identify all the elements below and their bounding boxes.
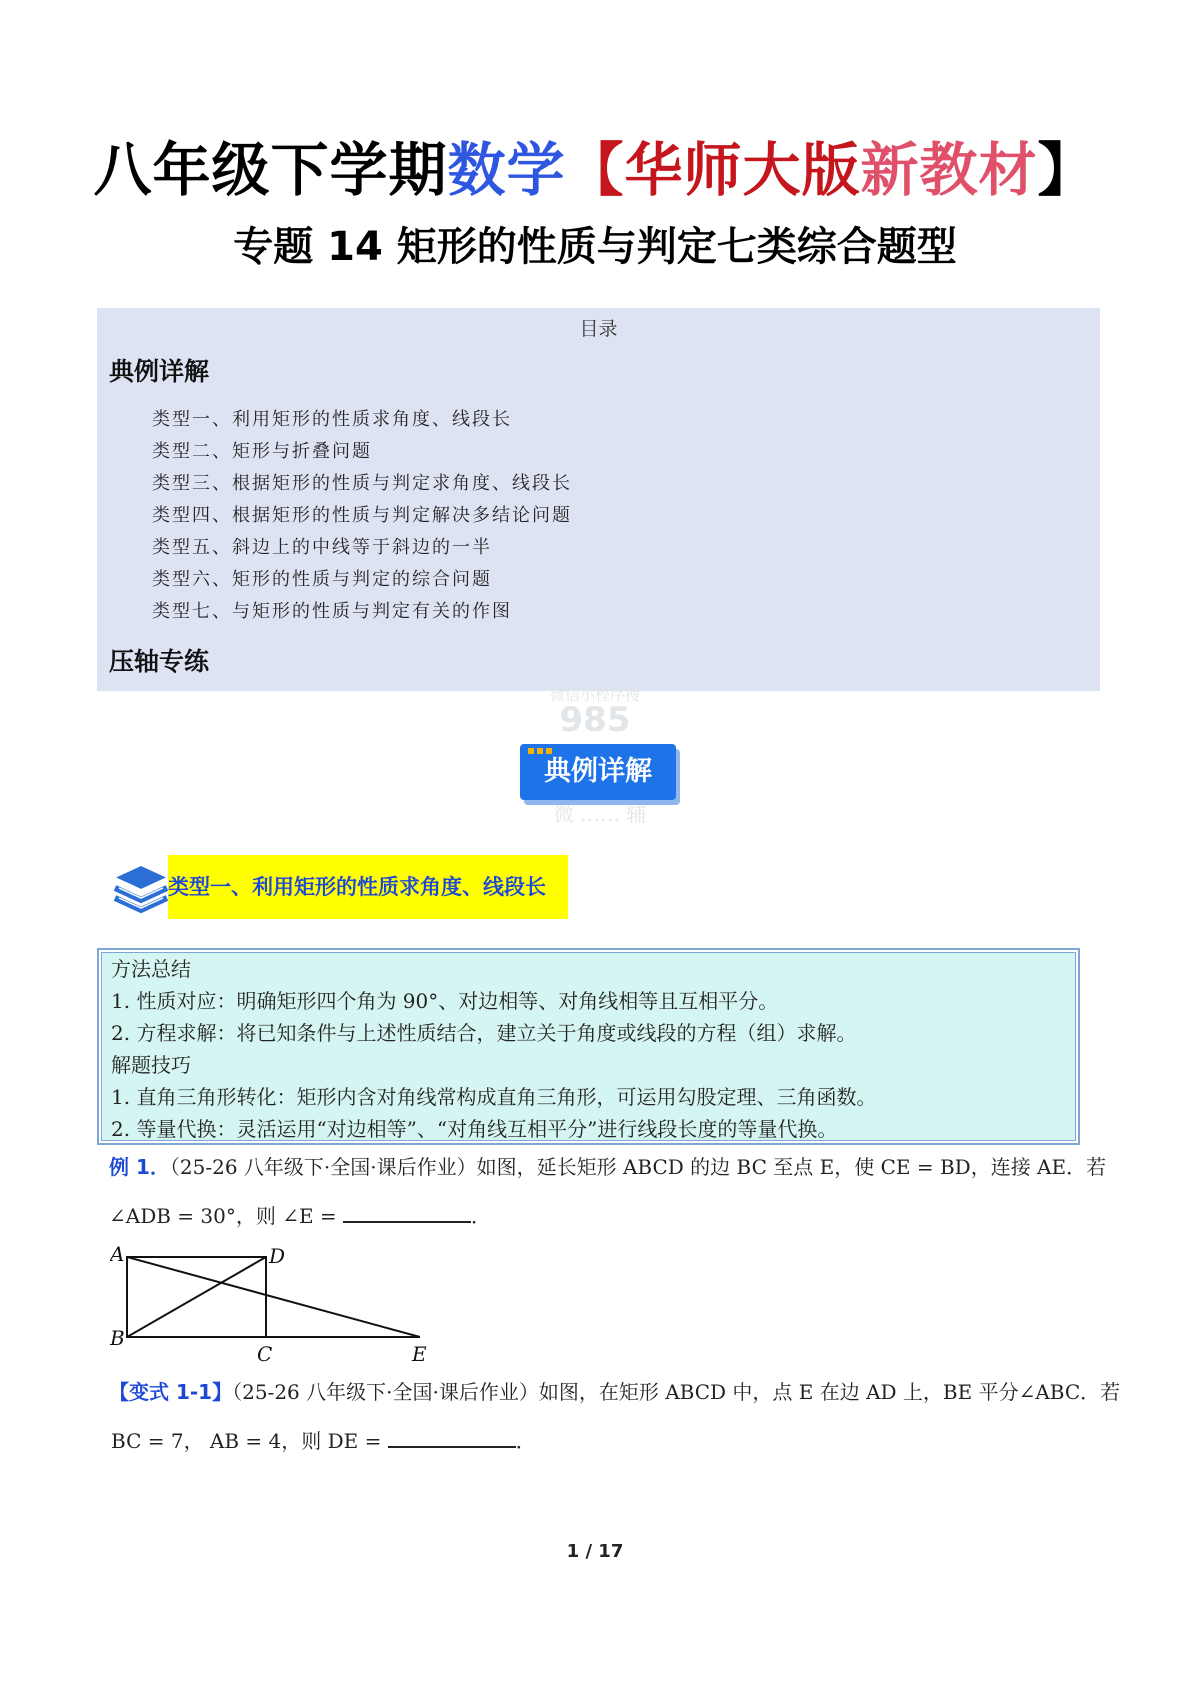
variant1-text: （25-26 八年级下·全国·课后作业）如图，在矩形 ABCD 中，点 E 在边 AD 上，BE 平分∠ABC．若	[232, 1380, 1121, 1404]
watermark-line1: 微信小程序搜	[549, 686, 640, 704]
section-header-type1	[168, 855, 568, 919]
toc-item[interactable]: 类型二、矩形与折叠问题	[152, 441, 372, 462]
page-number: 1 / 17	[566, 1541, 624, 1562]
toc-item[interactable]: 类型七、与矩形的性质与判定有关的作图	[152, 601, 512, 622]
variant1-period: ．	[515, 1429, 536, 1453]
example1-period: ．	[471, 1204, 492, 1228]
figure-label-E: E	[412, 1342, 427, 1365]
method-heading: 方法总结	[111, 957, 191, 981]
figure-label-C: C	[257, 1342, 273, 1365]
example1-question-line1	[109, 1150, 1106, 1184]
document-title	[0, 135, 1190, 205]
figure-label-D: D	[269, 1245, 286, 1268]
toc-item[interactable]: 类型一、利用矩形的性质求角度、线段长	[152, 409, 512, 430]
watermark-line3: 微 …… 辅	[553, 802, 647, 826]
toc-section-examples[interactable]: 典例详解	[109, 357, 210, 386]
rectangle-figure	[110, 1245, 440, 1365]
answer-blank[interactable]	[343, 1199, 471, 1223]
toc-item[interactable]: 类型四、根据矩形的性质与判定解决多结论问题	[152, 505, 572, 526]
document-subtitle: 专题 14 矩形的性质与判定七类综合题型	[233, 224, 957, 270]
variant1-question-line1	[109, 1375, 1120, 1409]
method-summary-box	[97, 948, 1080, 1145]
variant1-tag: 【变式 1-1】	[109, 1380, 233, 1404]
toc-section-challenge[interactable]: 压轴专练	[109, 647, 210, 676]
answer-blank[interactable]	[388, 1424, 516, 1448]
toc-item-list	[152, 404, 572, 628]
toc-item[interactable]: 类型五、斜边上的中线等于斜边的一半	[152, 537, 492, 558]
variant1-condition: BC = 7， AB = 4，则 DE =	[111, 1429, 388, 1453]
variant1-question-line2	[111, 1424, 536, 1458]
toc-heading: 目录	[579, 318, 618, 340]
title-grade: 八年级下学期	[93, 136, 448, 204]
badge-label: 典例详解	[544, 756, 652, 787]
toc-item[interactable]: 类型三、根据矩形的性质与判定求角度、线段长	[152, 473, 572, 494]
method-item: 2. 方程求解：将已知条件与上述性质结合，建立关于角度或线段的方程（组）求解。	[111, 1021, 857, 1045]
example1-question-line2	[109, 1199, 491, 1233]
figure-label-A: A	[110, 1245, 125, 1266]
watermark-line2: 985	[559, 700, 631, 740]
tips-item: 2. 等量代换：灵活运用“对边相等”、“对角线互相平分”进行线段长度的等量代换。	[111, 1117, 838, 1141]
method-item: 1. 性质对应：明确矩形四个角为 90°、对边相等、对角线相等且互相平分。	[111, 989, 779, 1013]
example1-text: （25-26 八年级下·全国·课后作业）如图，延长矩形 ABCD 的边 BC 至点 E，使 CE = BD，连接 AE．若	[169, 1155, 1107, 1179]
toc-item[interactable]: 类型六、矩形的性质与判定的综合问题	[152, 569, 492, 590]
title-edition: 【华师大版	[565, 136, 861, 204]
title-bracket-close: 】	[1037, 136, 1097, 204]
tips-heading: 解题技巧	[111, 1053, 191, 1077]
title-new-textbook: 新教材	[860, 136, 1038, 204]
stacked-books-icon	[111, 862, 169, 914]
table-of-contents	[97, 308, 1100, 691]
section-header-label: 类型一、利用矩形的性质求角度、线段长	[168, 875, 546, 899]
examples-badge	[520, 744, 676, 800]
title-subject: 数学	[447, 136, 566, 204]
tips-item: 1. 直角三角形转化：矩形内含对角线常构成直角三角形，可运用勾股定理、三角函数。	[111, 1085, 877, 1109]
example1-tag: 例 1．	[109, 1155, 170, 1179]
figure-label-B: B	[110, 1326, 125, 1350]
example1-condition: ∠ADB = 30°，则 ∠E =	[109, 1204, 344, 1228]
